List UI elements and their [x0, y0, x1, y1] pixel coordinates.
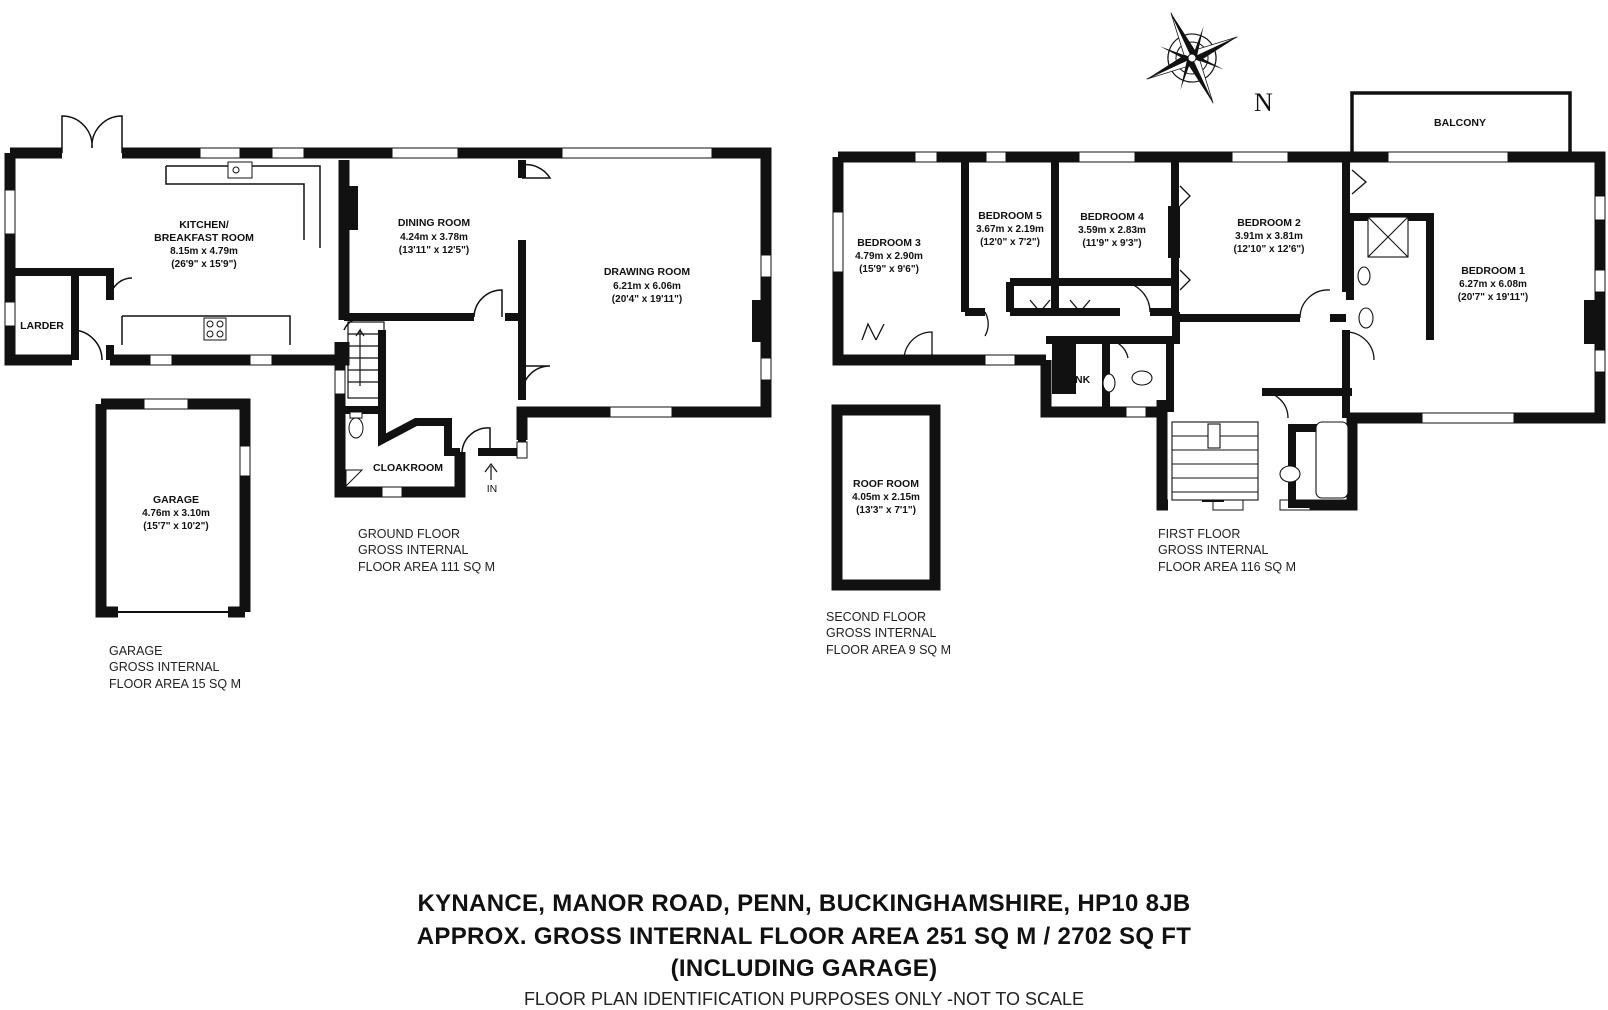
ground-floor-windows	[5, 148, 771, 497]
north-label: N	[1254, 88, 1273, 117]
bedroom2-imperial: (12'10" x 12'6")	[1233, 244, 1305, 255]
second-floor-note-2: GROSS INTERNAL	[826, 626, 937, 640]
first-floor-fixtures	[1103, 217, 1408, 500]
kitchen-imperial: (26'9" x 15'9")	[171, 259, 237, 270]
dining-metric: 4.24m x 3.78m	[400, 232, 468, 243]
bedroom4-imperial: (11'9" x 9'3")	[1082, 238, 1142, 249]
kitchen-name-line2: BREAKFAST ROOM	[154, 232, 254, 244]
garage-note-2: GROSS INTERNAL	[109, 660, 220, 674]
ground-floor-walls	[10, 153, 766, 492]
drawing-metric: 6.21m x 6.06m	[613, 281, 681, 292]
roof-room-metric: 4.05m x 2.15m	[852, 492, 920, 503]
second-floor-note-3: FLOOR AREA 9 SQ M	[826, 643, 952, 657]
cloakroom-name: CLOAKROOM	[373, 462, 443, 474]
bedroom4-name: BEDROOM 4	[1080, 211, 1144, 223]
entrance-label: IN	[486, 483, 498, 495]
first-floor-doors	[862, 170, 1374, 418]
larder-name: LARDER	[20, 320, 64, 332]
bedroom3-metric: 4.79m x 2.90m	[855, 251, 923, 262]
second-floor-note-1: SECOND FLOOR	[826, 610, 927, 624]
bedroom3-name: BEDROOM 3	[857, 237, 921, 249]
ground-floor-note-3: FLOOR AREA 111 SQ M	[358, 560, 496, 574]
roof-room-name: ROOF ROOM	[853, 478, 919, 490]
bedroom1-name: BEDROOM 1	[1461, 265, 1525, 277]
bedroom1-imperial: (20'7" x 19'11")	[1457, 292, 1529, 303]
kitchen-metric: 8.15m x 4.79m	[170, 246, 238, 257]
bedroom2-name: BEDROOM 2	[1237, 217, 1301, 229]
dining-imperial: (13'11" x 12'5")	[398, 245, 470, 256]
bedroom5-imperial: (12'0" x 7'2")	[980, 237, 1040, 248]
footer-address: KYNANCE, MANOR ROAD, PENN, BUCKINGHAMSHIRE, HP10 8JB	[417, 890, 1191, 917]
bedroom1-metric: 6.27m x 6.08m	[1459, 279, 1527, 290]
ground-floor-note-2: GROSS INTERNAL	[358, 543, 469, 557]
bedroom3-imperial: (15'9" x 9'6")	[859, 264, 919, 275]
drawing-name: DRAWING ROOM	[603, 266, 691, 278]
balcony-name: BALCONY	[1434, 117, 1486, 129]
kitchen-name-line1: KITCHEN/	[179, 219, 229, 231]
garage-note-1: GARAGE	[109, 644, 163, 658]
garage-name: GARAGE	[152, 494, 200, 506]
dining-name: DINING ROOM	[397, 217, 471, 229]
bedroom5-name: BEDROOM 5	[978, 210, 1042, 222]
footer-including: (INCLUDING GARAGE)	[670, 955, 938, 982]
roof-room-imperial: (13'3" x 7'1")	[856, 505, 916, 516]
bedroom5-metric: 3.67m x 2.19m	[976, 224, 1044, 235]
garage-note-3: FLOOR AREA 15 SQ M	[109, 677, 241, 691]
floor-area-notes	[109, 527, 1296, 691]
entrance-arrow	[485, 464, 497, 480]
ground-floor-note-1: GROUND FLOOR	[358, 527, 461, 541]
first-floor-note-2: GROSS INTERNAL	[1158, 543, 1269, 557]
compass-icon	[1126, 0, 1259, 124]
first-floor-note-1: FIRST FLOOR	[1158, 527, 1241, 541]
tank-name: TANK	[1061, 374, 1091, 386]
garage-imperial: (15'7" x 10'2")	[143, 521, 209, 532]
footer-area: APPROX. GROSS INTERNAL FLOOR AREA 251 SQ M / 2702 SQ FT	[416, 923, 1192, 950]
bedroom2-metric: 3.91m x 3.81m	[1235, 231, 1303, 242]
first-floor-note-3: FLOOR AREA 116 SQ M	[1158, 560, 1297, 574]
footer-disclaimer: FLOOR PLAN IDENTIFICATION PURPOSES ONLY -NOT TO SCALE	[523, 989, 1085, 1009]
drawing-imperial: (20'4" x 19'11")	[611, 294, 683, 305]
garage-metric: 4.76m x 3.10m	[142, 508, 210, 519]
bedroom4-metric: 3.59m x 2.83m	[1078, 225, 1146, 236]
